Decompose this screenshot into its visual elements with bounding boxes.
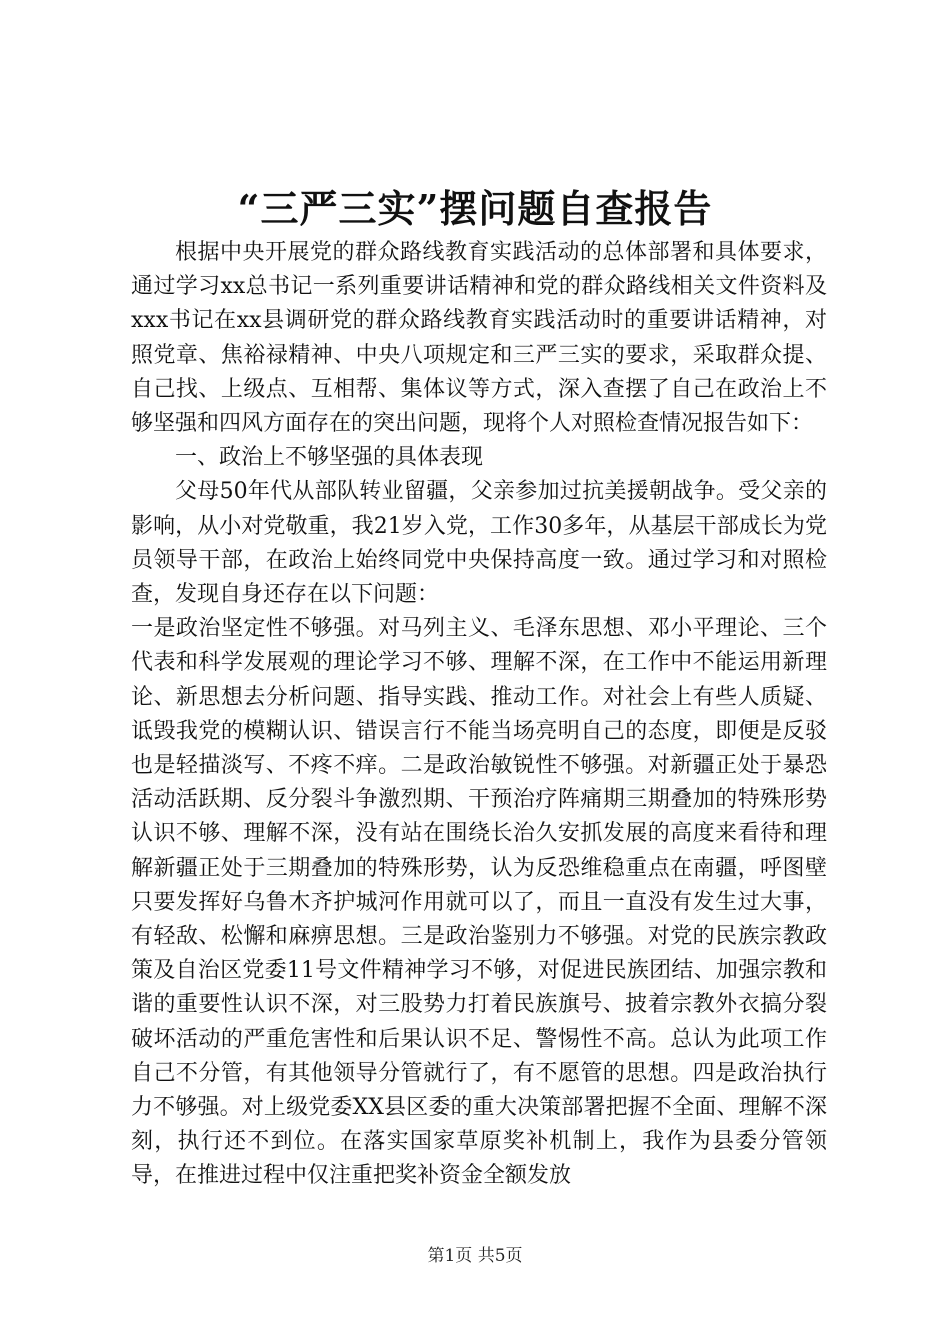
background-paragraph: 父母50年代从部队转业留疆，父亲参加过抗美援朝战争。受父亲的影响，从小对党敬重，我21岁入党，工作30多年，从基层干部成长为党员领导干部，在政治上始终同党中央保持高度一致。通过学习和对照检查，发现自身还存在以下问题：	[131, 479, 827, 608]
page-footer: 第1页 共5页	[427, 1246, 523, 1266]
document-body	[131, 236, 827, 1194]
intro-paragraph: 根据中央开展党的群众路线教育实践活动的总体部署和具体要求，通过学习xx总书记一系列重要讲话精神和党的群众路线相关文件资料及xxx书记在xx县调研党的群众路线教育实践活动时的重要讲话精神，对照党章、焦裕禄精神、中央八项规定和三严三实的要求，采取群众提、自己找、上级点、互相帮、集体议等方式，深入查摆了自己在政治上不够坚强和四风方面存在的突出问题，现将个人对照检查情况报告如下：	[131, 240, 827, 437]
section-heading: 一、政治上不够坚强的具体表现	[175, 445, 484, 471]
document-title: “三严三实”摆问题自查报告	[237, 186, 713, 231]
problems-paragraph: 一是政治坚定性不够强。对马列主义、毛泽东思想、邓小平理论、三个代表和科学发展观的理论学习不够、理解不深，在工作中不能运用新理论、新思想去分析问题、指导实践、推动工作。对社会上有些人质疑、诋毁我党的模糊认识、错误言行不能当场亮明自己的态度，即便是反驳也是轻描淡写、不疼不痒。二是政治敏锐性不够强。对新疆正处于暴恐活动活跃期、反分裂斗争激烈期、干预治疗阵痛期三期叠加的特殊形势认识不够、理解不深，没有站在围绕长治久安抓发展的高度来看待和理解新疆正处于三期叠加的特殊形势，认为反恐维稳重点在南疆，呼图壁只要发挥好乌鲁木齐护城河作用就可以了，而且一直没有发生过大事，有轻敌、松懈和麻痹思想。三是政治鉴别力不够强。对党的民族宗教政策及自治区党委11号文件精神学习不够，对促进民族团结、加强宗教和谐的重要性认识不深，对三股势力打着民族旗号、披着宗教外衣搞分裂破坏活动的严重危害性和后果认识不足、警惕性不高。总认为此项工作自己不分管，有其他领导分管就行了，有不愿管的思想。四是政治执行力不够强。对上级党委XX县区委的重大决策部署把握不全面、理解不深刻，执行还不到位。在落实国家草原奖补机制上，我作为县委分管领导，在推进过程中仅注重把奖补资金全额发放	[131, 616, 827, 1189]
